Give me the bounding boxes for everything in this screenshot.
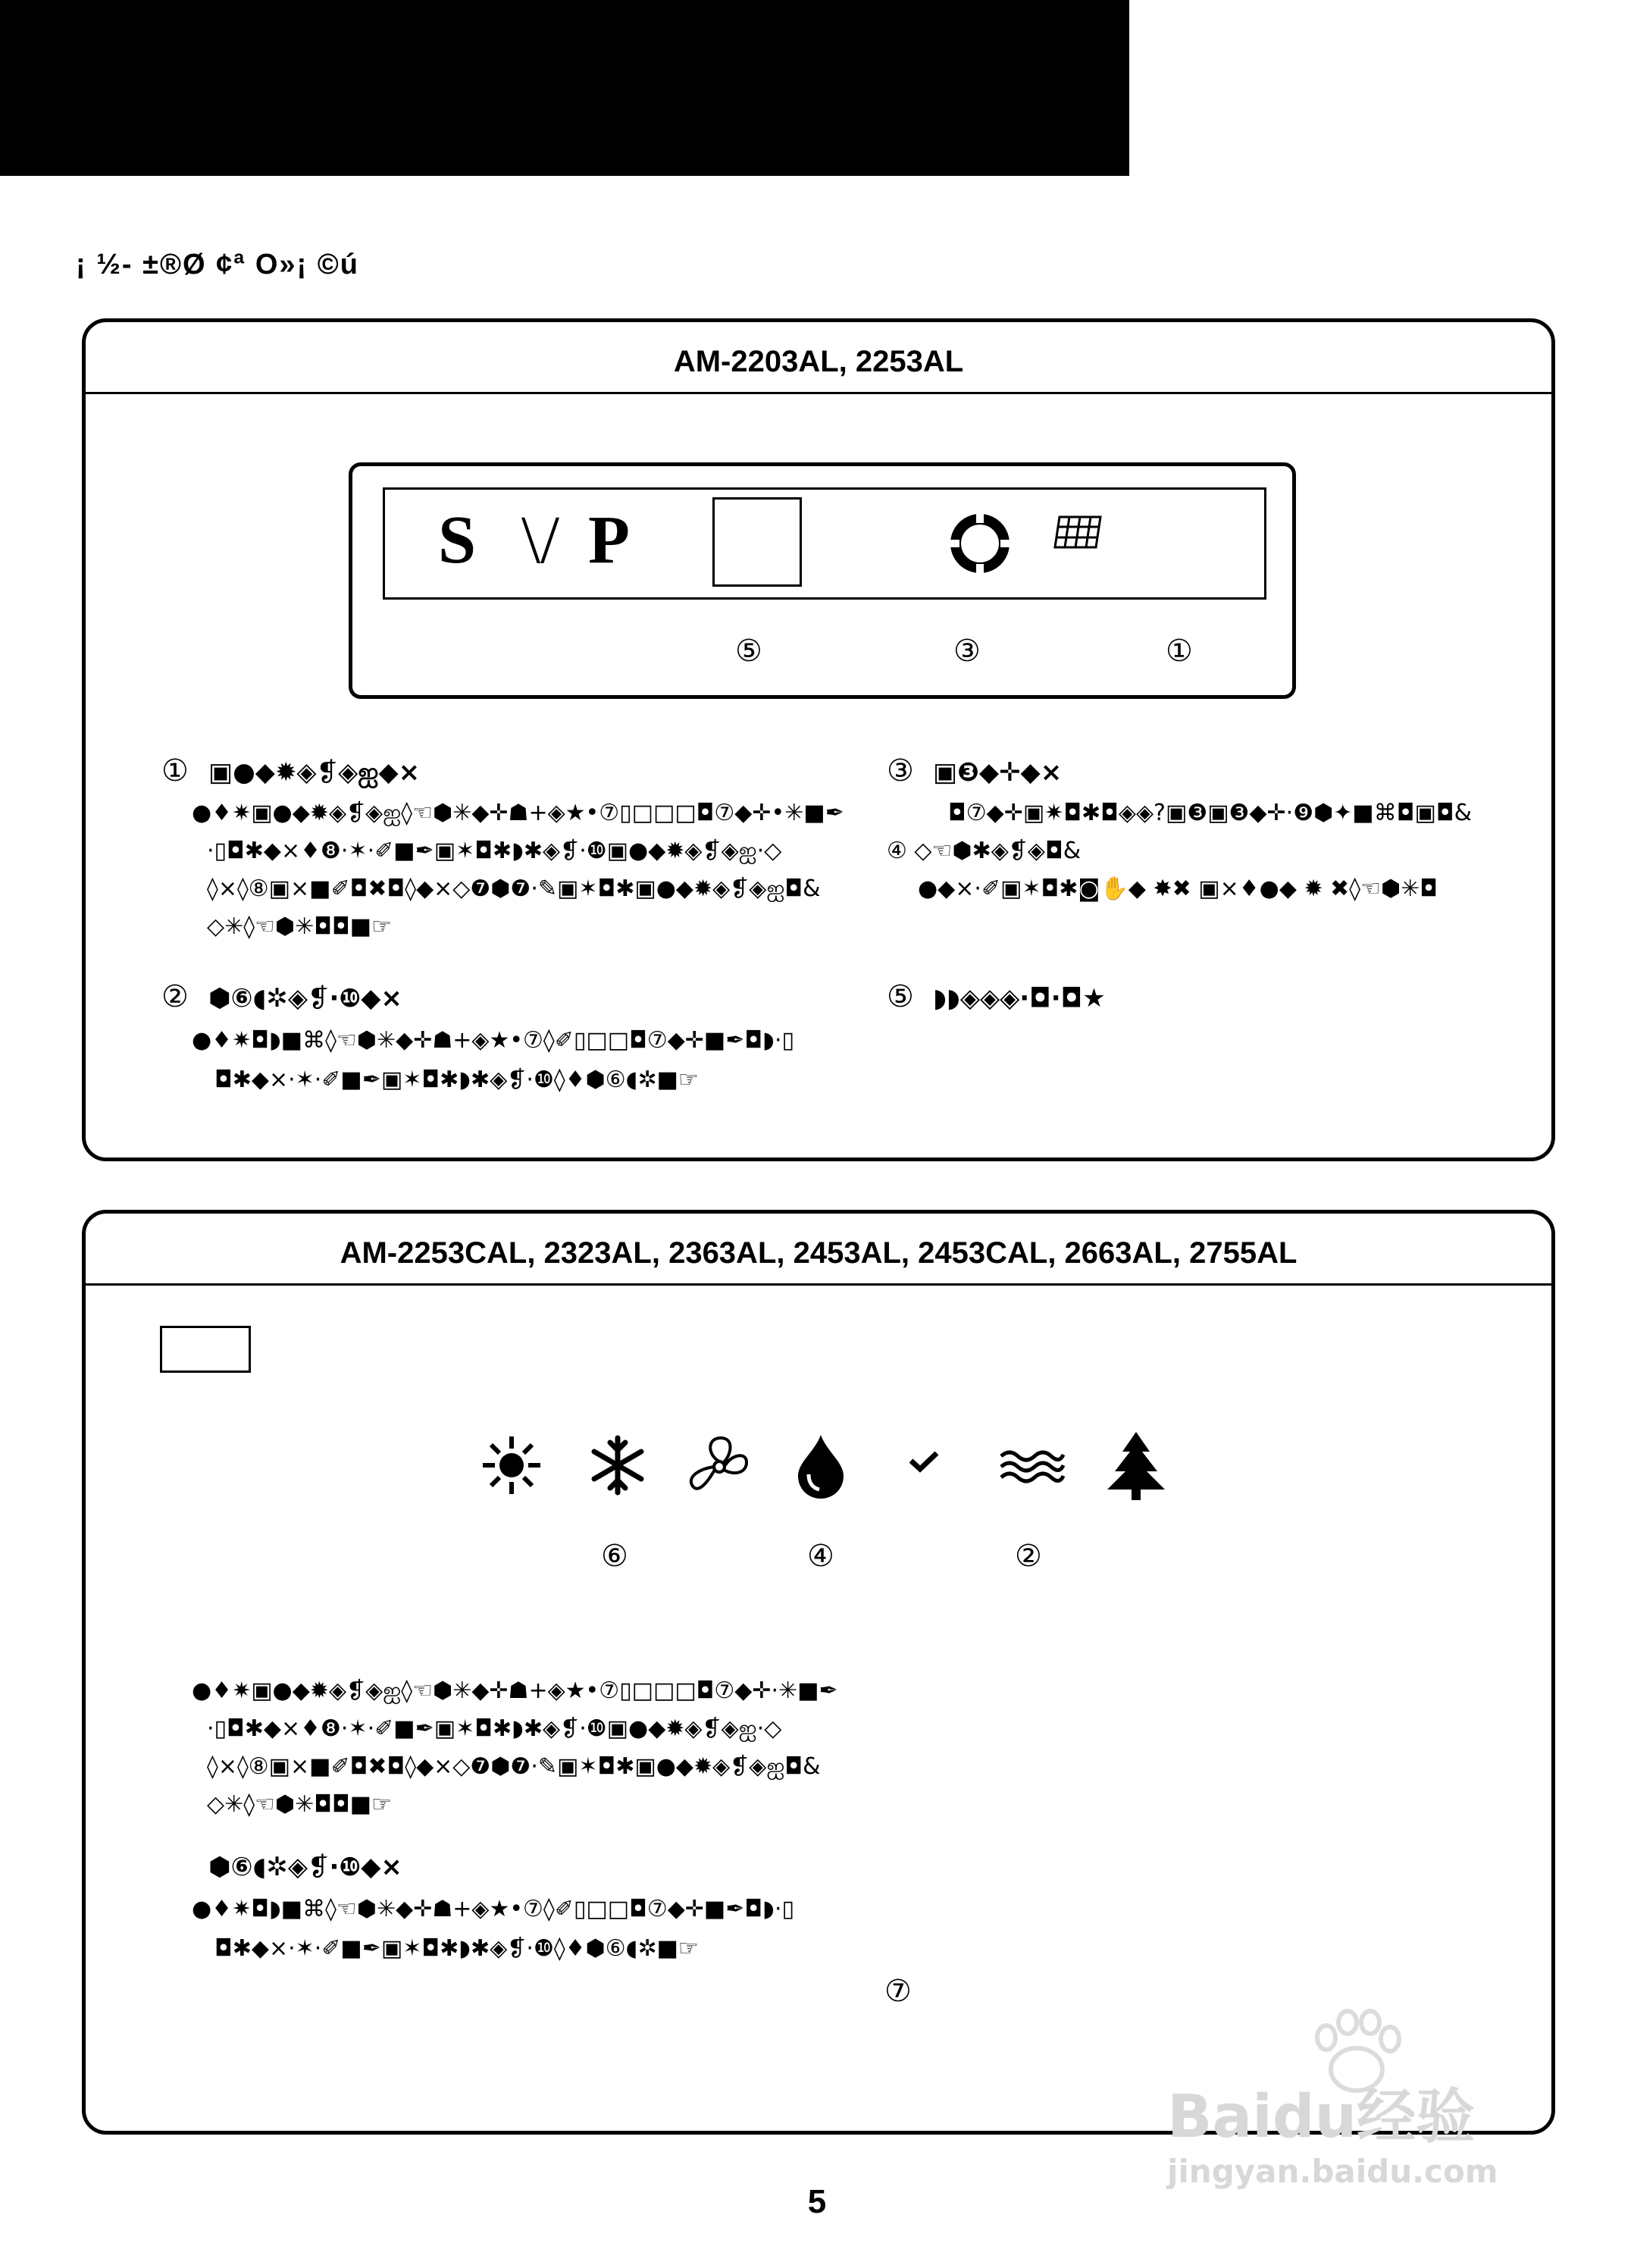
icon-marker-2: ②	[1015, 1539, 1042, 1574]
item-title: ▣❸◆✛◆×	[933, 757, 1063, 788]
panel-title-divider	[86, 1283, 1551, 1286]
item-title: ⬢⑥◖✲◈❡·❿◆×	[208, 983, 402, 1013]
tree-icon	[1104, 1429, 1168, 1502]
block-line: ●♦✷▣●◆✹◈❡◈ஐ◊☜⬢✳◆✛☗+◈★•⑦▯□□□◘⑦◆✛·✳■✒	[192, 1678, 838, 1704]
watermark-url: jingyan.baidu.com	[1167, 2153, 1498, 2190]
block-line: ·▯◘✱◆×♦❽·✶·✐■✒▣✶◘✱◗✱◈❡·❿▣●◆✹◈❡◈ஐ·◇	[207, 1715, 782, 1742]
fan-icon	[684, 1432, 754, 1502]
header-banner	[0, 0, 1129, 176]
page-number: 5	[807, 2183, 827, 2220]
header-banner-slant	[1061, 0, 1122, 176]
snowflake-icon	[586, 1433, 650, 1497]
item-title: ◗◗◈◈◈·◘·◘★	[933, 983, 1106, 1013]
display-marker-1: ①	[1166, 634, 1193, 669]
marker-7: ⑦	[884, 1974, 912, 2009]
display-digit-box	[712, 497, 802, 587]
display-marker-5: ⑤	[735, 634, 762, 669]
panel-model-group-1	[82, 318, 1555, 1161]
display-segment-slash: \/	[521, 503, 560, 578]
timer-ring-icon	[946, 509, 1014, 578]
water-drop-icon	[792, 1432, 850, 1502]
item-line: ●♦✷▣●◆✹◈❡◈ஐ◊☜⬢✳◆✛☗+◈★•⑦▯□□□◘⑦◆✛•✳■✒	[192, 800, 844, 826]
item-line: ·▯◘✱◆×♦❽·✶·✐■✒▣✶◘✱◗✱◈❡·❿▣●◆✹◈❡◈ஐ·◇	[207, 838, 782, 864]
item-number: ③	[887, 753, 914, 788]
item-number: ⑤	[887, 979, 914, 1014]
lcd-display-window	[383, 487, 1266, 600]
item-line: ◘⑦◆✛▣✷◘✱◘◈◈?▣❸▣❸◆✛·❾⬢✦■⌘◘▣◘&	[948, 800, 1472, 826]
item-line: ④ ◇☜⬢✱◈❡◈◘&	[887, 838, 1082, 864]
display-segment-s: S	[438, 503, 477, 578]
icon-marker-6: ⑥	[601, 1539, 628, 1574]
item-line: ●♦✷◘◗■⌘◊☜⬢✳◆✛☗+◈★•⑦◊✐▯□□◘⑦◆✛■✒◘◗·▯	[192, 1027, 794, 1054]
block-line: ●♦✷◘◗■⌘◊☜⬢✳◆✛☗+◈★•⑦◊✐▯□□◘⑦◆✛■✒◘◗·▯	[192, 1896, 794, 1922]
item-line: ◘✱◆×·✶·✐■✒▣✶◘✱◗✱◈❡·❿◊♦⬢⑥◖✲■☞	[214, 1067, 699, 1093]
item-title: ▣●◆✹◈❡◈ஐ◆×	[208, 757, 421, 788]
check-icon	[909, 1450, 939, 1473]
block-line: ◊×◊⑧▣×■✐◘✖◘◊◆×◇❼⬢❼·✎▣✶◘✱▣●◆✹◈❡◈ஐ◘&	[207, 1753, 821, 1780]
item-line: ◊×◊⑧▣×■✐◘✖◘◊◆×◇❼⬢❼·✎▣✶◘✱▣●◆✹◈❡◈ஐ◘&	[207, 876, 821, 902]
item-line: ◇✳◊☜⬢✳◘◘■☞	[207, 913, 392, 940]
louver-grid-icon	[1052, 512, 1107, 555]
icon-marker-4: ④	[807, 1539, 834, 1574]
block-line: ◘✱◆×·✶·✐■✒▣✶◘✱◗✱◈❡·❿◊♦⬢⑥◖✲■☞	[214, 1935, 699, 1962]
block-line: ◇✳◊☜⬢✳◘◘■☞	[207, 1791, 392, 1818]
watermark-brand: Baidu经验	[1167, 2083, 1476, 2151]
item-line: ●◆×·✐▣✶◘✱◙✋◆ ✸✖ ▣×♦●◆ ✹ ✖◊☜⬢✳◘	[918, 876, 1438, 902]
panel-title: AM-2203AL, 2253AL	[673, 345, 964, 378]
panel-model-group-2	[82, 1210, 1555, 2135]
item-number: ②	[161, 979, 189, 1014]
display-marker-3: ③	[953, 634, 981, 669]
block-title: ⬢⑥◖✲◈❡·❿◆×	[208, 1852, 402, 1882]
wind-waves-icon	[998, 1446, 1065, 1488]
panel-title-divider	[86, 392, 1551, 394]
panel-title: AM-2253CAL, 2323AL, 2363AL, 2453AL, 2453CAL, 2663AL, 2755AL	[340, 1236, 1297, 1270]
lcd-display-frame	[349, 462, 1296, 699]
indicator-box	[160, 1326, 251, 1373]
section-heading: ¡ ½- ±®Ø ¢ª O»¡ ©ú	[76, 249, 359, 280]
display-segment-p: P	[588, 503, 630, 578]
item-number: ①	[161, 753, 189, 788]
sun-icon	[480, 1433, 543, 1497]
